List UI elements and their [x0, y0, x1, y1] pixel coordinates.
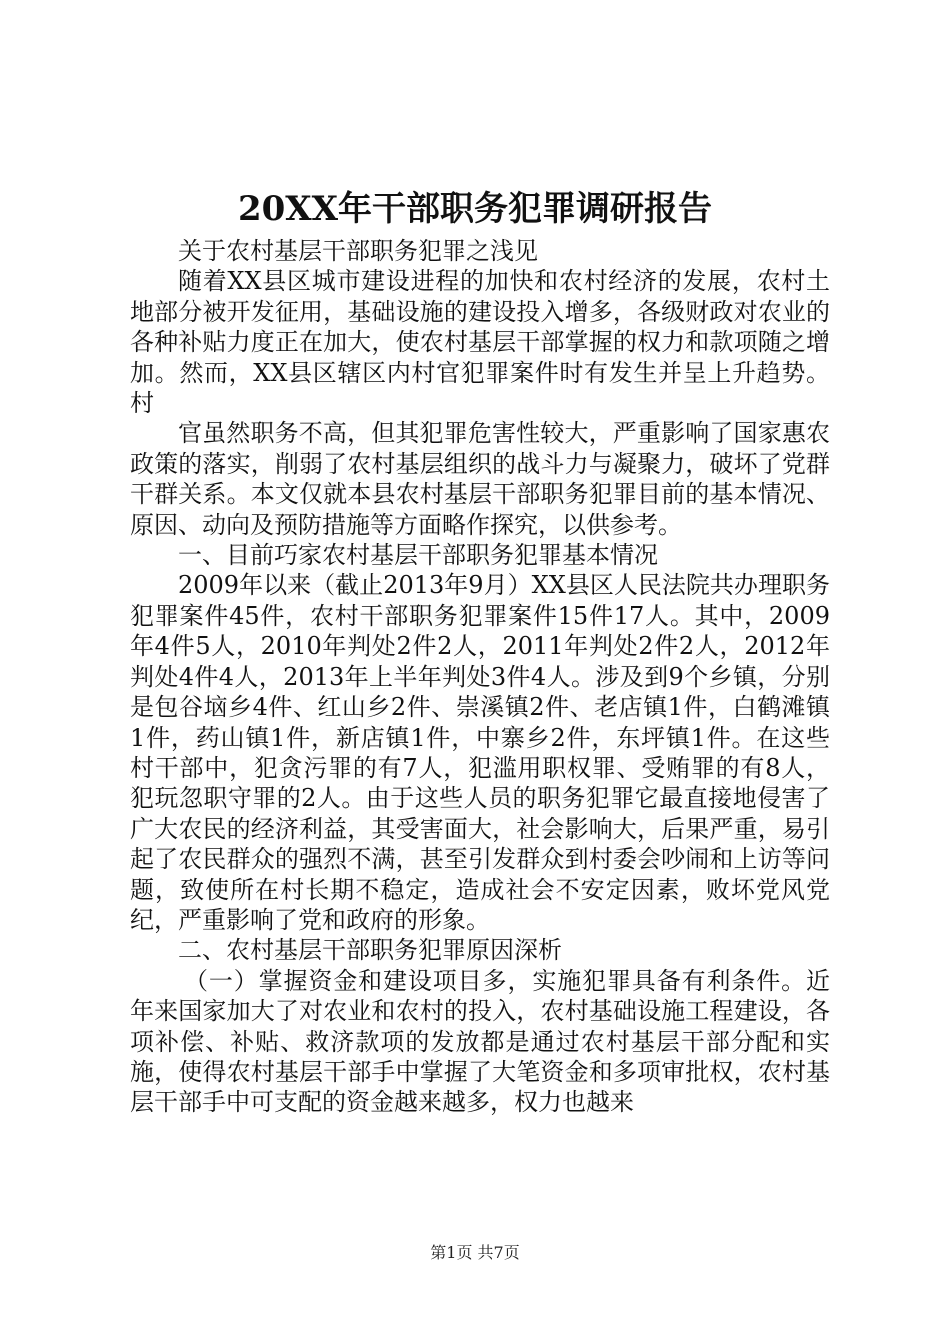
paragraph-cause-1: （一）掌握资金和建设项目多，实施犯罪具备有利条件。近年来国家加大了对农业和农村的投入，农村基础设施工程建设，各项补偿、补贴、救济款项的发放都是通过农村基层干部分配和实施，使得农村基层干部手中掌握了大笔资金和多项审批权，农村基层干部手中可支配的资金越来越多，权力也越来 [130, 966, 830, 1117]
document-title: 20XX年干部职务犯罪调研报告 [237, 189, 713, 229]
section-heading-2: 二、农村基层干部职务犯罪原因深析 [178, 936, 562, 965]
paragraph-impact: 官虽然职务不高，但其犯罪危害性较大，严重影响了国家惠农政策的落实，削弱了农村基层组织的战斗力与凝聚力，破坏了党群干群关系。本文仅就本县农村基层干部职务犯罪目前的基本情况、原因、动向及预防措施等方面略作探究，以供参考。 [130, 419, 830, 539]
paragraph-intro: 随着XX县区城市建设进程的加快和农村经济的发展，农村土地部分被开发征用，基础设施的建设投入增多，各级财政对农业的各种补贴力度正在加大，使农村基层干部掌握的权力和款项随之增加。然而，XX县区辖区内村官犯罪案件时有发生并呈上升趋势。村 [130, 267, 830, 418]
paragraph-subtitle: 关于农村基层干部职务犯罪之浅见 [178, 237, 538, 265]
section-heading-1: 一、目前巧家农村基层干部职务犯罪基本情况 [178, 541, 658, 570]
document-body [130, 236, 830, 1118]
page-number: 第1页 共7页 [430, 1243, 520, 1262]
paragraph-statistics: 2009年以来（截止2013年9月）XX县区人民法院共办理职务犯罪案件45件，农村干部职务犯罪案件15件17人。其中，2009年4件5人，2010年判处2件2人，2011年判处2件2人，2012年判处4件4人，2013年上半年判处3件4人。涉及到9个乡镇，分别是包谷垴乡4件、红山乡2件、崇溪镇2件、老店镇1件，白鹤滩镇1件，药山镇1件，新店镇1件，中寨乡2件，东坪镇1件。在这些村干部中，犯贪污罪的有7人，犯滥用职权罪、受贿罪的有8人，犯玩忽职守罪的2人。由于这些人员的职务犯罪它最直接地侵害了广大农民的经济利益，其受害面大，社会影响大，后果严重，易引起了农民群众的强烈不满，甚至引发群众到村委会吵闹和上访等问题，致使所在村长期不稳定，造成社会不安定因素，败坏党风党纪，严重影响了党和政府的形象。 [130, 571, 830, 934]
